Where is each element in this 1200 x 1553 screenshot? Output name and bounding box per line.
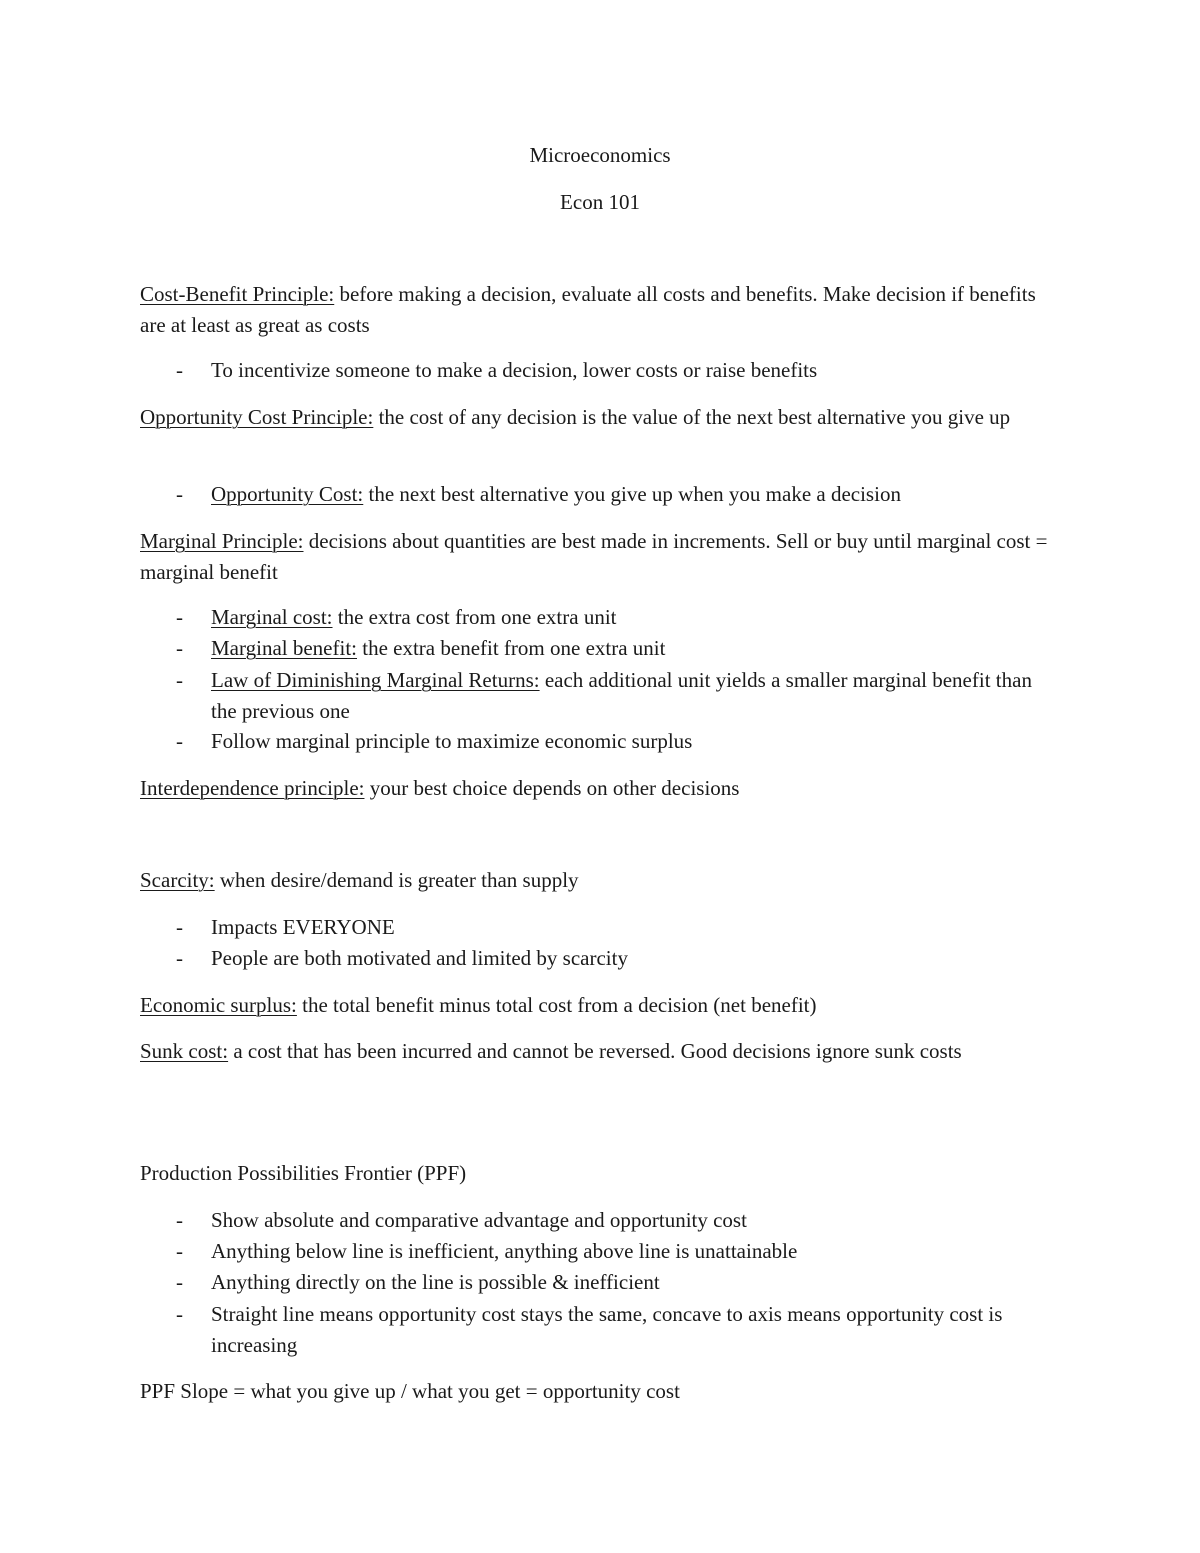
list-item (140, 665, 1060, 726)
term-label: Marginal benefit: (211, 636, 357, 660)
definition-text: decisions about quantities are best made in increments. Sell or buy until marginal cost = marginal benefit (140, 529, 1048, 584)
economic-surplus-definition (140, 990, 1060, 1021)
definition-text: the total benefit minus total cost from a decision (net benefit) (296, 993, 817, 1017)
bullet-marker: - (176, 1270, 183, 1294)
bullet-marker: - (176, 1239, 183, 1263)
bullet-marker: - (176, 605, 183, 629)
list-item-text: Anything directly on the line is possible & inefficient (211, 1270, 660, 1294)
marginal-principle (140, 526, 1060, 587)
cost-benefit-principle (140, 279, 1060, 340)
term-label: Marginal cost: (211, 605, 333, 629)
list-item (140, 1236, 1060, 1267)
list-item (140, 726, 1060, 757)
list-item-text: Follow marginal principle to maximize economic surplus (211, 729, 693, 753)
ppf-heading: Production Possibilities Frontier (PPF) (140, 1161, 467, 1185)
list-item (140, 355, 1060, 386)
term-label: Opportunity Cost Principle: (140, 405, 374, 429)
list-item-text: each additional unit yields a smaller marginal benefit than the previous one (211, 668, 1032, 723)
definition-text: when desire/demand is greater than supply (214, 868, 579, 892)
bullet-marker: - (176, 946, 183, 970)
sunk-cost-definition (140, 1036, 1060, 1067)
list-item-text: Straight line means opportunity cost stays the same, concave to axis means opportunity cost is increasing (211, 1302, 1003, 1357)
list-item-text: To incentivize someone to make a decision, lower costs or raise benefits (211, 358, 818, 382)
list-item (140, 1205, 1060, 1236)
term-label: Marginal Principle: (140, 529, 304, 553)
definition-text: before making a decision, evaluate all costs and benefits. Make decision if benefits are at least as great as costs (140, 282, 1036, 337)
bullet-marker: - (176, 729, 183, 753)
definition-text: your best choice depends on other decisions (364, 776, 740, 800)
list-item-text: the extra cost from one extra unit (332, 605, 617, 629)
list-item-text: the next best alternative you give up when you make a decision (363, 482, 901, 506)
bullet-marker: - (176, 358, 183, 382)
bullet-marker: - (176, 636, 183, 660)
document-title: Microeconomics (529, 143, 671, 167)
list-item (140, 479, 1060, 510)
list-item-text: Anything below line is inefficient, anything above line is unattainable (211, 1239, 798, 1263)
list-item-text: Impacts EVERYONE (211, 915, 395, 939)
term-label: Law of Diminishing Marginal Returns: (211, 668, 540, 692)
bullet-marker: - (176, 482, 183, 506)
ppf-slope-formula: PPF Slope = what you give up / what you get = opportunity cost (140, 1379, 680, 1403)
definition-text: a cost that has been incurred and cannot be reversed. Good decisions ignore sunk costs (228, 1039, 962, 1063)
list-item-text: People are both motivated and limited by scarcity (211, 946, 628, 970)
list-item (140, 943, 1060, 974)
list-item (140, 912, 1060, 943)
term-label: Opportunity Cost: (211, 482, 364, 506)
list-item (140, 1299, 1060, 1360)
list-item (140, 602, 1060, 633)
scarcity-definition (140, 865, 1060, 896)
term-label: Interdependence principle: (140, 776, 365, 800)
bullet-marker: - (176, 1302, 183, 1326)
list-item-text: Show absolute and comparative advantage and opportunity cost (211, 1208, 747, 1232)
term-label: Cost-Benefit Principle: (140, 282, 335, 306)
bullet-marker: - (176, 1208, 183, 1232)
opportunity-cost-principle (140, 402, 1060, 433)
list-item (140, 1267, 1060, 1298)
list-item-text: the extra benefit from one extra unit (357, 636, 666, 660)
term-label: Economic surplus: (140, 993, 297, 1017)
bullet-marker: - (176, 915, 183, 939)
term-label: Scarcity: (140, 868, 215, 892)
course-code: Econ 101 (560, 190, 640, 214)
definition-text: the cost of any decision is the value of the next best alternative you give up (373, 405, 1011, 429)
interdependence-principle (140, 773, 1060, 804)
term-label: Sunk cost: (140, 1039, 229, 1063)
bullet-marker: - (176, 668, 183, 692)
list-item (140, 633, 1060, 664)
